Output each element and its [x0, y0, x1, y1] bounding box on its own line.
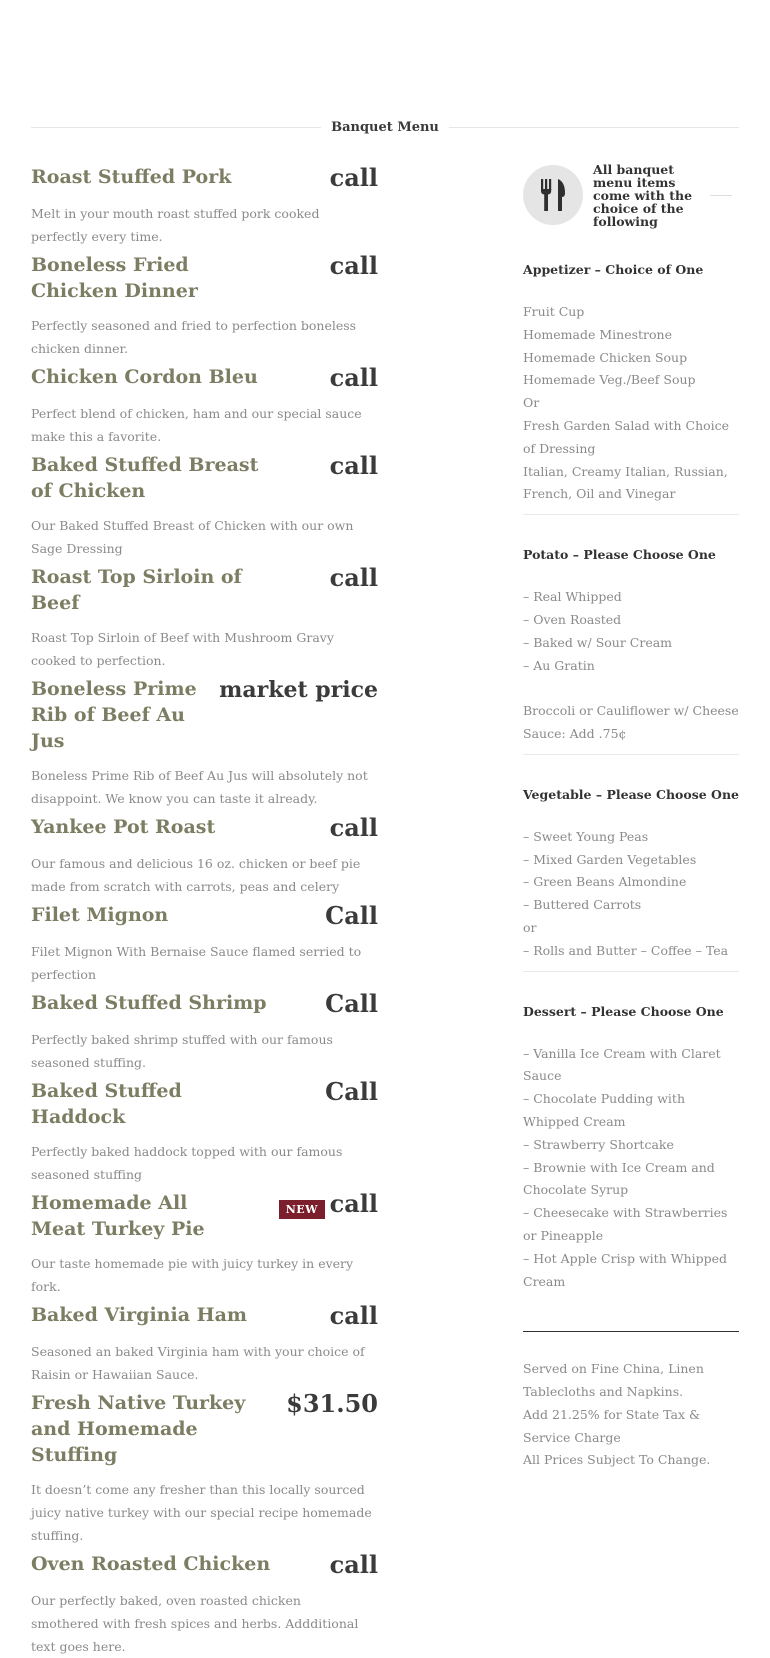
- item-description: Our taste homemade pie with juicy turkey in every fork.: [31, 1256, 354, 1294]
- item-price: $31.50: [286, 1389, 378, 1418]
- item-description: Boneless Prime Rib of Beef Au Jus will absolutely not disappoint. We know you can taste it already.: [31, 768, 368, 806]
- dessert-option: – Hot Apple Crisp with Whipped Cream: [523, 1250, 728, 1289]
- item-name: Boneless Fried Chicken Dinner: [31, 254, 198, 302]
- menu-item: [31, 248, 378, 360]
- divider-left: [31, 127, 321, 128]
- appetizer-block: [523, 262, 739, 515]
- vegetable-option: – Sweet Young Peas: [523, 828, 649, 844]
- potato-extra: Broccoli or Cauliflower w/ Cheese Sauce: Add .75¢: [523, 703, 739, 741]
- menu-item: [31, 898, 378, 986]
- note-line: All Prices Subject To Change.: [523, 1452, 711, 1468]
- menu-item: [31, 160, 378, 248]
- vegetable-option: – Buttered Carrots: [523, 897, 642, 913]
- vegetable-option: or: [523, 919, 537, 935]
- menu-item: [31, 1074, 378, 1186]
- item-name: Baked Stuffed Haddock: [31, 1080, 182, 1128]
- item-price: call: [329, 1550, 378, 1579]
- notes-divider: [523, 1331, 739, 1332]
- intro-divider: [710, 195, 732, 196]
- item-name: Filet Mignon: [31, 904, 169, 926]
- sidebar-intro-text: All banquet menu items come with the choice of the following: [593, 161, 693, 229]
- vegetable-block: [523, 787, 739, 972]
- appetizer-option: Homemade Veg./Beef Soup: [523, 372, 696, 388]
- appetizer-option: Fresh Garden Salad with Choice of Dressing: [523, 417, 730, 456]
- appetizer-option: Or: [523, 395, 540, 411]
- item-description: Perfectly baked shrimp stuffed with our famous seasoned stuffing.: [31, 1032, 333, 1070]
- item-name: Baked Stuffed Shrimp: [31, 992, 267, 1014]
- dessert-block: [523, 1004, 739, 1294]
- item-name: Chicken Cordon Bleu: [31, 366, 258, 388]
- item-name: Roast Stuffed Pork: [31, 166, 232, 188]
- item-description: Perfectly seasoned and fried to perfection boneless chicken dinner.: [31, 318, 357, 356]
- menu-item: [31, 560, 378, 672]
- footer-notes: [523, 1358, 739, 1472]
- dessert-option: – Chocolate Pudding with Whipped Cream: [523, 1091, 685, 1129]
- note-line: Served on Fine China, Linen Tablecloths and Napkins.: [523, 1361, 704, 1400]
- item-name: Roast Top Sirloin of Beef: [31, 566, 242, 614]
- sidebar-intro: [523, 160, 739, 230]
- item-description: Our perfectly baked, oven roasted chicken smothered with fresh spices and herbs. Addditional text goes here.: [31, 1593, 359, 1654]
- menu-item: [31, 1186, 378, 1298]
- item-name: Fresh Native Turkey and Homemade Stuffing: [31, 1392, 246, 1466]
- item-description: Roast Top Sirloin of Beef with Mushroom Gravy cooked to perfection.: [31, 630, 334, 668]
- item-price: call: [329, 451, 378, 480]
- menu-item: [31, 1547, 378, 1658]
- menu-list: [31, 160, 378, 1658]
- fork-knife-icon: [523, 165, 583, 225]
- item-description: It doesn’t come any fresher than this locally sourced juicy native turkey with our special recipe homemade stuffing.: [31, 1482, 372, 1543]
- item-price: call: [329, 813, 378, 842]
- menu-item: [31, 1386, 378, 1547]
- dessert-option: – Strawberry Shortcake: [523, 1136, 674, 1152]
- dessert-option: – Cheesecake with Strawberries or Pineapple: [523, 1205, 728, 1243]
- vegetable-heading: Vegetable – Please Choose One: [523, 786, 739, 802]
- vegetable-option: – Mixed Garden Vegetables: [523, 851, 697, 867]
- vegetable-option: – Green Beans Almondine: [523, 874, 687, 890]
- potato-option: – Oven Roasted: [523, 611, 622, 627]
- item-price: call: [329, 1301, 378, 1330]
- menu-item: [31, 448, 378, 560]
- potato-option: – Au Gratin: [523, 657, 595, 673]
- section-title-label: Banquet Menu: [331, 119, 439, 135]
- item-name: Yankee Pot Roast: [31, 816, 216, 838]
- item-price: Call: [325, 901, 378, 930]
- item-price: call: [329, 563, 378, 592]
- menu-item: [31, 672, 378, 810]
- item-description: Melt in your mouth roast stuffed pork cooked perfectly every time.: [31, 206, 320, 244]
- item-price: market price: [219, 677, 378, 703]
- potato-block: [523, 547, 739, 755]
- potato-heading: Potato – Please Choose One: [523, 547, 716, 563]
- new-badge: NEW: [279, 1200, 325, 1219]
- menu-item: [31, 1298, 378, 1386]
- item-description: Perfect blend of chicken, ham and our special sauce make this a favorite.: [31, 406, 362, 444]
- sidebar: [523, 160, 739, 1472]
- vegetable-option: – Rolls and Butter – Coffee – Tea: [523, 942, 729, 958]
- item-price: Call: [325, 989, 378, 1018]
- item-description: Our famous and delicious 16 oz. chicken or beef pie made from scratch with carrots, peas and celery: [31, 856, 361, 894]
- item-name: Homemade All Meat Turkey Pie: [31, 1192, 205, 1240]
- menu-item: [31, 810, 378, 898]
- item-name: Baked Virginia Ham: [31, 1304, 247, 1326]
- dessert-option: – Brownie with Ice Cream and Chocolate Syrup: [523, 1159, 715, 1198]
- section-title: [31, 116, 739, 138]
- item-name: Baked Stuffed Breast of Chicken: [31, 454, 259, 502]
- potato-option: – Baked w/ Sour Cream: [523, 634, 673, 650]
- appetizer-option: Fruit Cup: [523, 304, 585, 319]
- new-badge-wrap: [279, 1198, 325, 1217]
- appetizer-heading: Appetizer – Choice of One: [523, 262, 704, 277]
- item-price: call: [329, 1189, 378, 1218]
- fork-knife-svg: [539, 178, 567, 212]
- item-description: Our Baked Stuffed Breast of Chicken with our own Sage Dressing: [31, 518, 354, 556]
- item-price: call: [329, 251, 378, 280]
- item-description: Seasoned an baked Virginia ham with your choice of Raisin or Hawaiian Sauce.: [31, 1344, 365, 1382]
- item-price: call: [329, 363, 378, 392]
- menu-item: [31, 360, 378, 448]
- appetizer-option: Italian, Creamy Italian, Russian, French, Oil and Vinegar: [523, 463, 728, 502]
- dessert-option: – Vanilla Ice Cream with Claret Sauce: [523, 1045, 721, 1084]
- appetizer-option: Homemade Minestrone: [523, 326, 672, 342]
- item-price: Call: [325, 1077, 378, 1106]
- dessert-heading: Dessert – Please Choose One: [523, 1003, 724, 1019]
- menu-item: [31, 986, 378, 1074]
- item-price: call: [329, 163, 378, 192]
- appetizer-option: Homemade Chicken Soup: [523, 349, 688, 365]
- divider-right: [449, 127, 739, 128]
- note-line: Add 21.25% for State Tax & Service Charge: [523, 1406, 701, 1445]
- item-description: Perfectly baked haddock topped with our famous seasoned stuffing: [31, 1144, 343, 1182]
- item-description: Filet Mignon With Bernaise Sauce flamed serried to perfection: [31, 944, 362, 982]
- item-name: Oven Roasted Chicken: [31, 1553, 271, 1575]
- potato-option: – Real Whipped: [523, 589, 622, 605]
- item-name: Boneless Prime Rib of Beef Au Jus: [31, 678, 197, 752]
